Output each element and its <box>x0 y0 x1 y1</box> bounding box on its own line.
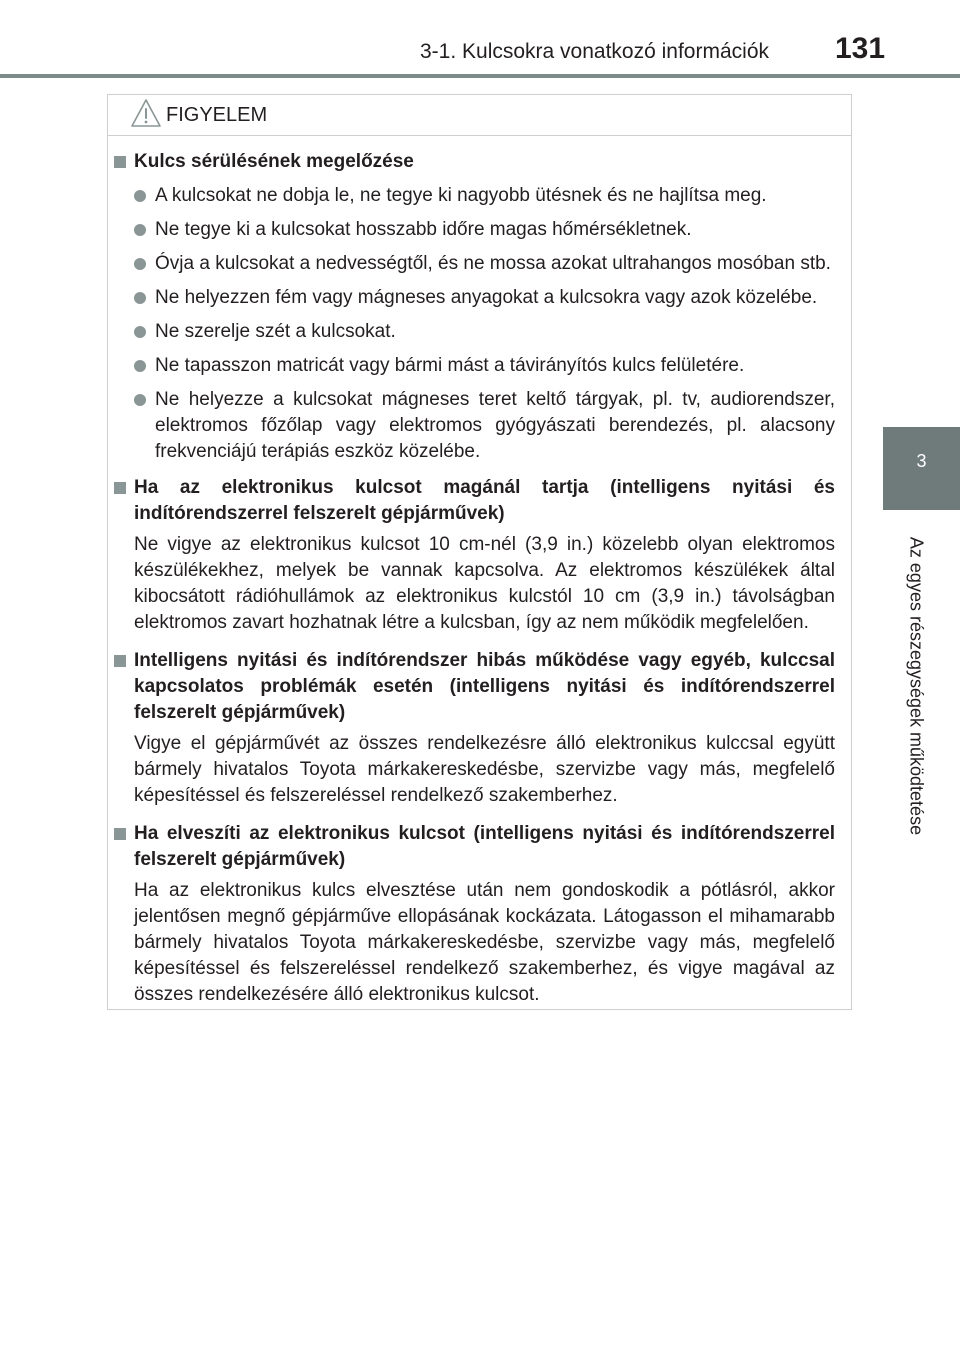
section-title-text: Intelligens nyitási és indítórendszer hibás működése vagy egyéb, kulccsal kapcsolatos problémák esetén (intelligens nyitási és indítórendszerrel felszerelt gépjárművek) <box>134 650 835 723</box>
list-item <box>108 353 853 379</box>
list-item-text: Ne tegye ki a kulcsokat hosszabb időre magas hőmérsékletnek. <box>155 219 692 240</box>
chapter-label: Az egyes részegységek működtetése <box>906 536 927 836</box>
section-paragraph: Ha az elektronikus kulcs elvesztése után nem gondoskodik a pótlásról, akkor jelentősen megnő gépjárműve ellopásának kockázata. Látogasson el mihamarabb bármely hivatalos Toyota márkakereskedésbe, szervizbe vagy más, megfelelő képesítéssel és felszereléssel rendelkező szakemberhez, és vigye magával az összes rendelkezésére álló elektronikus kulcsot. <box>134 880 835 1005</box>
warning-content <box>108 149 853 1014</box>
warning-label: FIGYELEM <box>166 104 268 126</box>
section-lost-key <box>108 821 853 1008</box>
section-carrying-key <box>108 475 853 636</box>
section-title-text: Ha az elektronikus kulcsot magánál tartja (intelligens nyitási és indítórendszerrel felszerelt gépjárművek) <box>134 477 835 524</box>
list-item <box>108 251 853 277</box>
header-rule <box>0 74 960 78</box>
circle-bullet-icon <box>134 394 146 406</box>
chapter-number: 3 <box>916 451 927 471</box>
square-bullet-icon <box>114 655 126 667</box>
list-item-text: A kulcsokat ne dobja le, ne tegye ki nagyobb ütésnek és ne hajlítsa meg. <box>155 185 767 206</box>
warning-header <box>108 95 851 136</box>
list-item-text: Ne helyezze a kulcsokat mágneses teret keltő tárgyak, pl. tv, audiorendszer, elektromos főzőlap vagy elektromos gyógyászati berendezés, pl. alacsony frekvenciájú terápiás eszköz közelébe. <box>155 389 835 462</box>
square-bullet-icon <box>114 828 126 840</box>
chapter-tab <box>883 427 960 510</box>
list-item <box>108 387 853 465</box>
page-number: 131 <box>835 32 886 65</box>
list-item <box>108 183 853 209</box>
warning-triangle-icon <box>130 98 162 128</box>
square-bullet-icon <box>114 482 126 494</box>
circle-bullet-icon <box>134 326 146 338</box>
section-paragraph: Ne vigye az elektronikus kulcsot 10 cm-nél (3,9 in.) közelebb olyan elektromos készülékekhez, melyek be vannak kapcsolva. Az elektromos készülékek által kibocsátott rádióhullámok az elektronikus kulcstól 10 cm (3,9 in.) távolságban elektromos zavart hozhatnak létre a kulcsban, így az nem működik megfelelően. <box>134 534 835 633</box>
section-title-text: Kulcs sérülésének megelőzése <box>134 151 414 172</box>
section-key-damage <box>108 149 853 465</box>
square-bullet-icon <box>114 156 126 168</box>
list-item <box>108 217 853 243</box>
list-item-text: Ne tapasszon matricát vagy bármi mást a távirányítós kulcs felületére. <box>155 355 745 376</box>
section-paragraph: Vigye el gépjárművét az összes rendelkezésre álló elektronikus kulccsal együtt bármely hivatalos Toyota márkakereskedésbe, szervizbe vagy más, megfelelő képesítéssel és felszereléssel rendelkező szakemberhez. <box>134 733 835 806</box>
circle-bullet-icon <box>134 258 146 270</box>
section-title <box>108 475 853 527</box>
list-item <box>108 319 853 345</box>
circle-bullet-icon <box>134 190 146 202</box>
circle-bullet-icon <box>134 360 146 372</box>
list-item-text: Óvja a kulcsokat a nedvességtől, és ne mossa azokat ultrahangos mosóban stb. <box>155 253 831 274</box>
section-malfunction <box>108 648 853 809</box>
section-title <box>108 648 853 726</box>
section-title <box>108 149 853 175</box>
list-item-text: Ne helyezzen fém vagy mágneses anyagokat a kulcsokra vagy azok közelébe. <box>155 287 818 308</box>
list-item <box>108 285 853 311</box>
section-title-text: Ha elveszíti az elektronikus kulcsot (intelligens nyitási és indítórendszerrel felszerelt gépjárművek) <box>134 823 835 870</box>
warning-box <box>107 94 852 1010</box>
circle-bullet-icon <box>134 292 146 304</box>
section-title <box>108 821 853 873</box>
list-item-text: Ne szerelje szét a kulcsokat. <box>155 321 396 342</box>
chapter-title: 3-1. Kulcsokra vonatkozó információk <box>420 40 769 63</box>
circle-bullet-icon <box>134 224 146 236</box>
